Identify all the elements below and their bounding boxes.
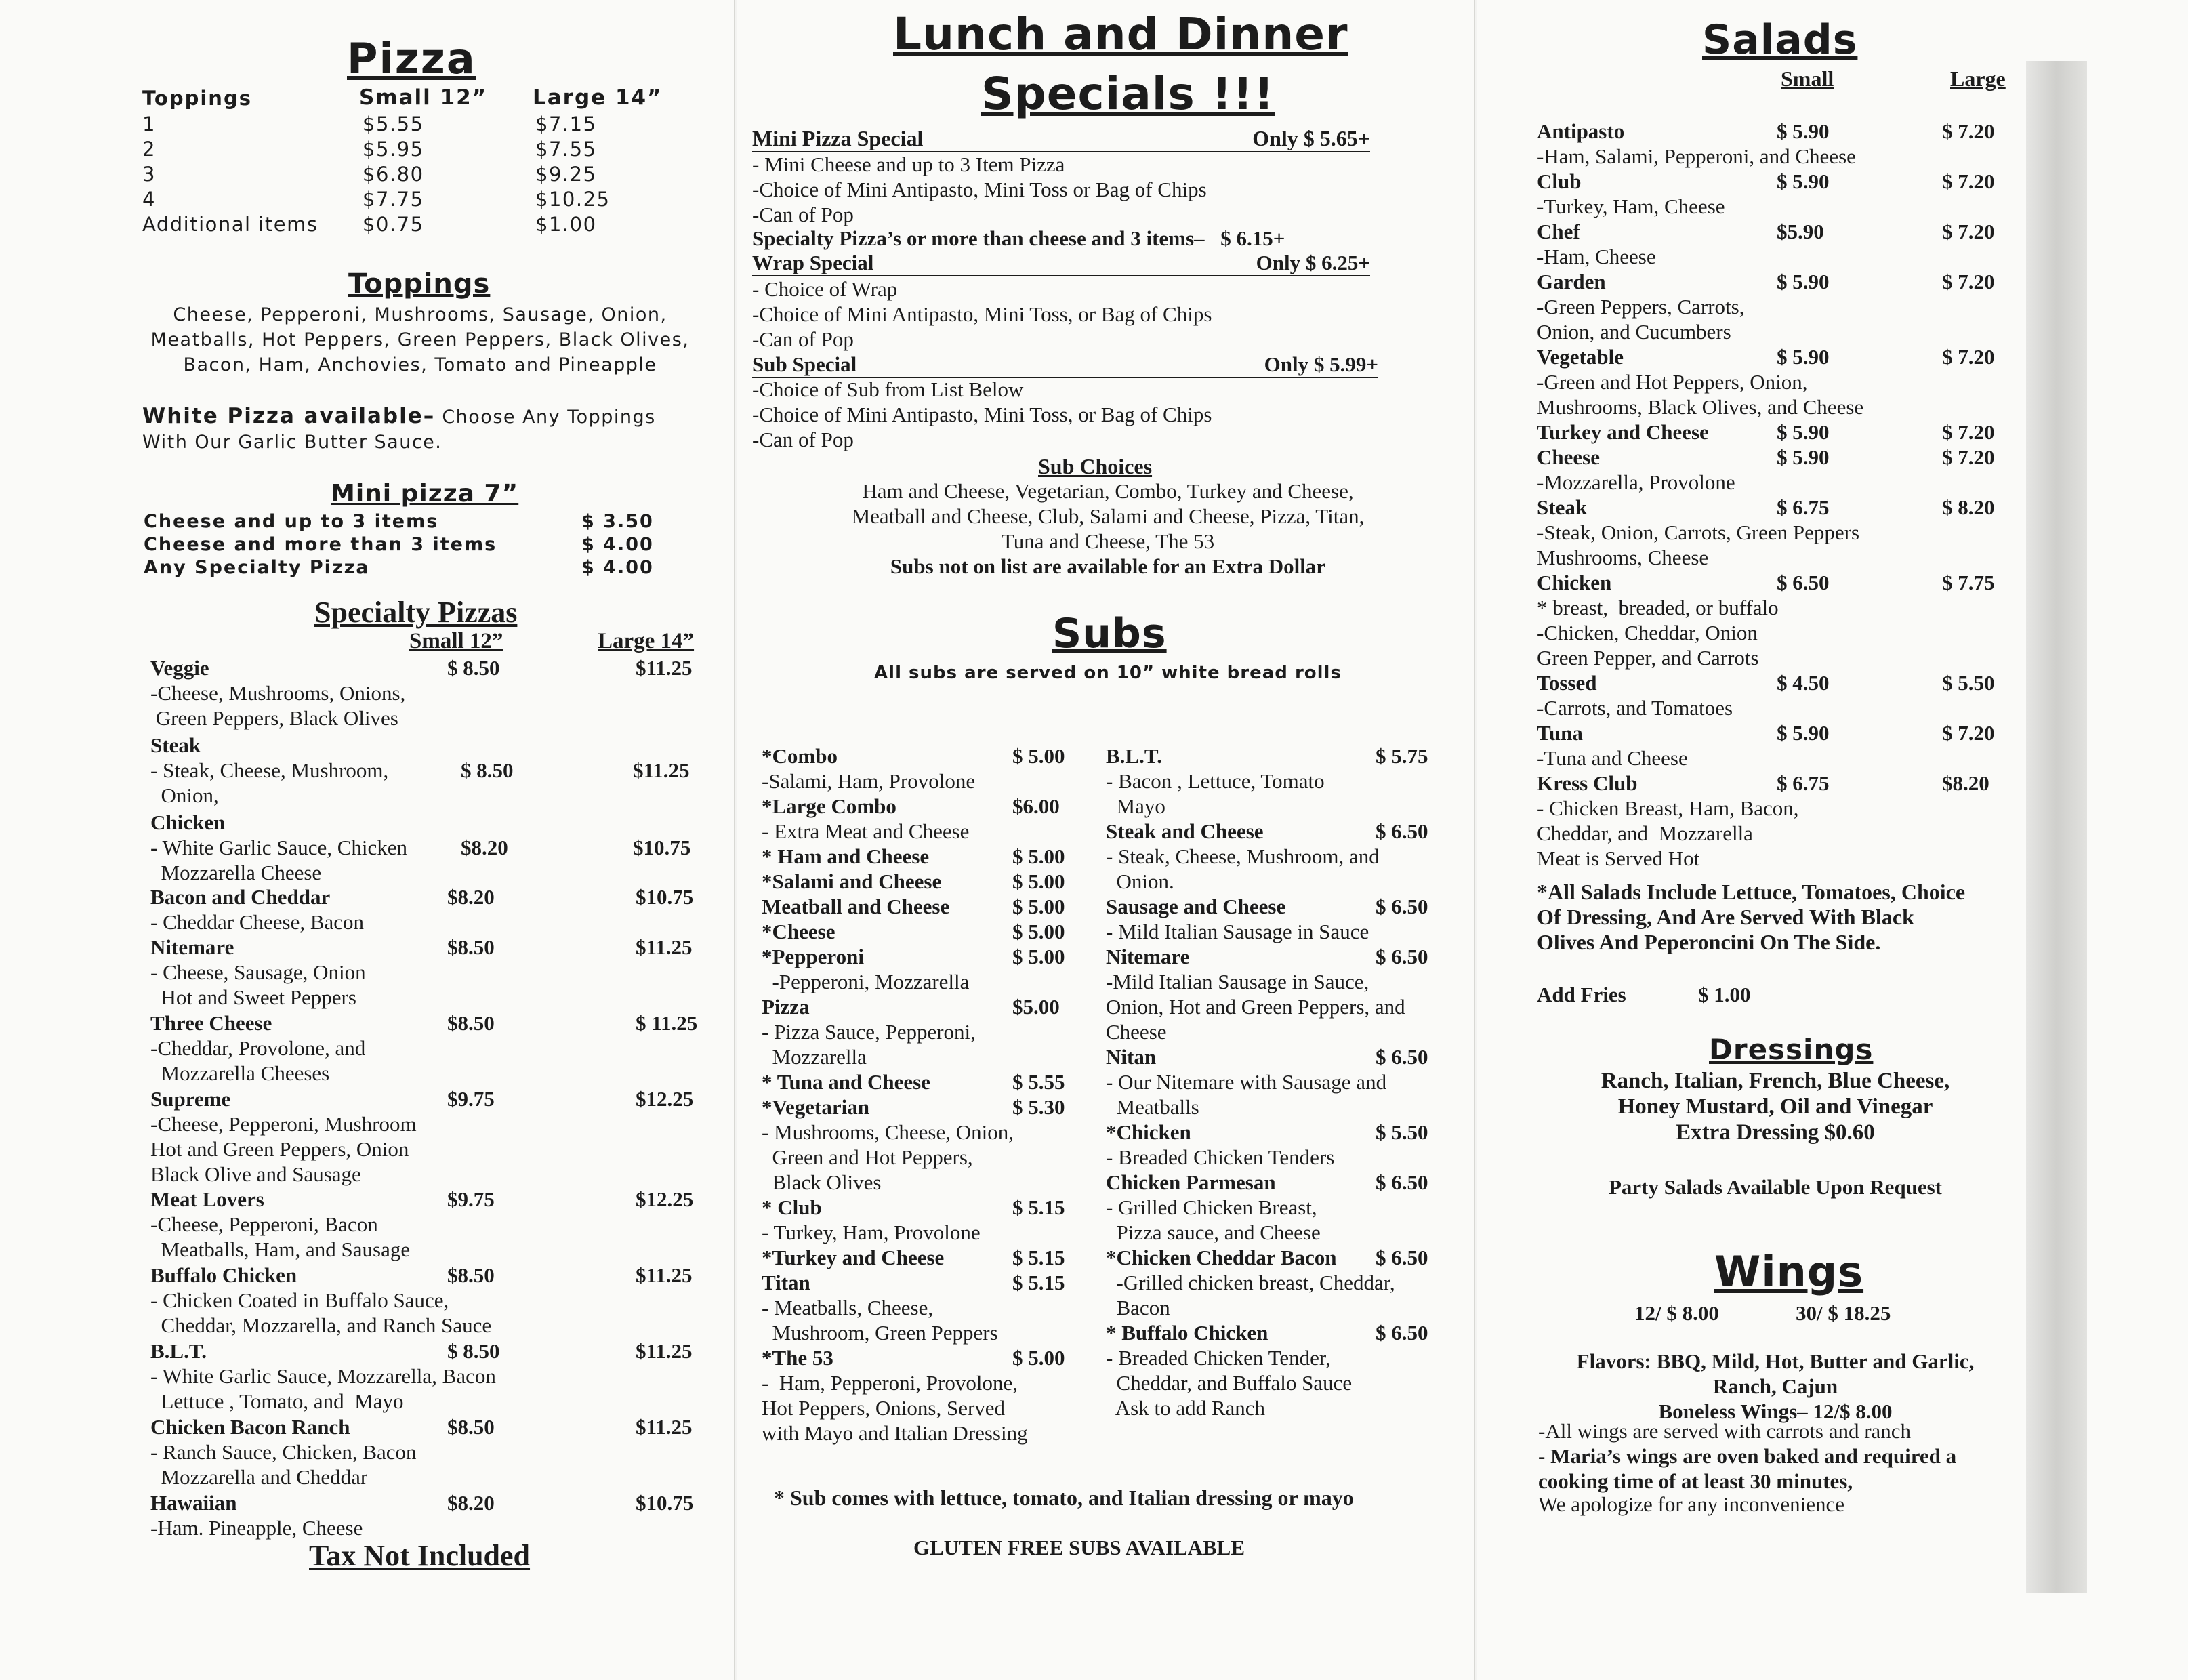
subs-subtitle: All subs are served on 10” white bread rolls [874, 663, 1342, 683]
specialty-item-desc: - Cheese, Sausage, Onion [150, 960, 366, 984]
specialty-item-name: Chicken [150, 811, 226, 834]
specialty-item-desc: Mozzarella Cheeses [150, 1061, 330, 1085]
sub-item-desc: - Turkey, Ham, Provolone [762, 1221, 981, 1244]
specialty-item-name: Bacon and Cheddar [150, 885, 331, 909]
specialty-item-name: Veggie [150, 656, 209, 680]
specialty-item-desc: Green Peppers, Black Olives [150, 706, 398, 730]
salad-item-name: Tossed [1537, 671, 1597, 695]
add-fries-label: Add Fries [1537, 983, 1626, 1006]
special-line: -Can of Pop [752, 203, 854, 226]
salad-item-desc: Meat is Served Hot [1537, 846, 1700, 870]
specialty-item-name: B.L.T. [150, 1339, 207, 1363]
specialty-item-desc: -Cheddar, Provolone, and [150, 1036, 366, 1060]
special-line: -Choice of Mini Antipasto, Mini Toss, or Bag of Chips [752, 302, 1212, 326]
specialty-item-desc: Cheddar, Mozzarella, and Ranch Sauce [150, 1313, 492, 1337]
salad-item-desc: -Green Peppers, Carrots, [1537, 295, 1745, 319]
sub-item-desc: -Pepperoni, Mozzarella [762, 970, 970, 993]
mini-pizza-title: Mini pizza 7” [331, 480, 519, 508]
specialty-item-desc: Mozzarella Cheese [150, 861, 322, 884]
subs-note: * Sub comes with lettuce, tomato, and Italian dressing or mayo [774, 1486, 1354, 1510]
sub-item-name: * Tuna and Cheese [762, 1070, 930, 1094]
pizza-price-cell: 1 [142, 112, 156, 136]
salad-small-price: $ 5.90 [1777, 270, 1830, 293]
sub-special-title: Sub Special [752, 352, 857, 376]
sub-choices-line: Tuna and Cheese, The 53 [1001, 529, 1215, 553]
sub-item-price: $ 5.00 [1012, 844, 1065, 868]
dressings-line: Honey Mustard, Oil and Vinegar [1617, 1094, 1933, 1119]
specialty-small-price: $ 8.50 [447, 656, 500, 680]
specialty-large-price: $10.75 [633, 836, 691, 859]
salad-item-desc: -Mozzarella, Provolone [1537, 470, 1735, 494]
salad-item-desc: * breast, breaded, or buffalo [1537, 596, 1779, 619]
mini-pizza-item: Cheese and more than 3 items [144, 534, 497, 555]
salad-item-desc: - Chicken Breast, Ham, Bacon, [1537, 796, 1799, 820]
sub-choices-line: Meatball and Cheese, Club, Salami and Cheese, Pizza, Titan, [851, 504, 1365, 528]
salad-item-name: Club [1537, 169, 1582, 193]
mini-pizza-price: $ 4.00 [581, 534, 654, 555]
salad-large-price: $ 7.20 [1942, 721, 1995, 745]
sub-item-name: Sausage and Cheese [1106, 895, 1286, 918]
pizza-price-cell: $5.55 [363, 112, 424, 136]
specialty-large-price: $10.75 [636, 885, 694, 909]
wings-apology: We apologize for any inconvenience [1538, 1492, 1844, 1516]
sub-item-desc: Ask to add Ranch [1106, 1396, 1266, 1420]
salads-note-line: Olives And Peperoncini On The Side. [1537, 930, 1881, 954]
pizza-header-small: Small 12” [359, 85, 488, 110]
specialty-small-price: $8.20 [447, 1491, 495, 1515]
party-salads-note: Party Salads Available Upon Request [1608, 1175, 1943, 1199]
specialty-special-text: Specialty Pizza’s or more than cheese and 3 items– [752, 226, 1205, 250]
specialty-large-price: $ 11.25 [636, 1011, 698, 1035]
sub-item-price: $ 5.00 [1012, 869, 1065, 893]
salads-note-line: Of Dressing, And Are Served With Black [1537, 905, 1914, 929]
pizza-price-cell: $7.15 [535, 112, 597, 136]
pizza-price-cell: 4 [142, 188, 156, 211]
sub-item-desc: Cheese [1106, 1020, 1167, 1044]
salad-small-price: $ 5.90 [1777, 345, 1830, 369]
sub-item-name: *Chicken Cheddar Bacon [1106, 1246, 1337, 1269]
specialty-large-price: $12.25 [636, 1087, 694, 1111]
pizza-price-cell: Additional items [142, 213, 318, 236]
salad-item-desc: -Turkey, Ham, Cheese [1537, 194, 1725, 218]
specialty-item-desc: Hot and Sweet Peppers [150, 985, 356, 1009]
add-fries-price: $ 1.00 [1698, 983, 1751, 1006]
mini-pizza-price: $ 4.00 [581, 557, 654, 578]
sub-choices-line: Ham and Cheese, Vegetarian, Combo, Turkey and Cheese, [862, 479, 1354, 503]
sub-special-price: Only $ 5.99+ [1264, 352, 1378, 376]
sub-item-desc: Mushroom, Green Peppers [762, 1321, 998, 1345]
sub-item-price: $5.00 [1012, 995, 1060, 1019]
specialty-large-header: Large 14” [598, 629, 695, 653]
salad-large-price: $ 7.20 [1942, 445, 1995, 469]
specialty-large-price: $11.25 [633, 758, 690, 782]
salad-small-price: $ 6.75 [1777, 771, 1830, 795]
salad-item-name: Garden [1537, 270, 1606, 293]
mini-pizza-price: $ 3.50 [581, 511, 654, 532]
sub-item-desc: Hot Peppers, Onions, Served [762, 1396, 1006, 1420]
wrap-special-price: Only $ 6.25+ [1256, 251, 1370, 274]
salad-item-desc: -Carrots, and Tomatoes [1537, 696, 1733, 720]
salad-item-desc: -Steak, Onion, Carrots, Green Peppers [1537, 520, 1860, 544]
salad-item-desc: Onion, and Cucumbers [1537, 320, 1731, 344]
dressings-line: Extra Dressing $0.60 [1676, 1120, 1875, 1145]
sub-item-desc: Meatballs [1106, 1095, 1199, 1119]
sub-choices-note: Subs not on list are available for an Extra Dollar [890, 554, 1326, 578]
mini-pizza-item: Any Specialty Pizza [144, 557, 370, 578]
wings-flavor-line: Ranch, Cajun [1712, 1374, 1838, 1398]
sub-item-desc: - Meatballs, Cheese, [762, 1296, 934, 1319]
specialty-small-price: $8.20 [461, 836, 508, 859]
pizza-price-cell: $5.95 [363, 138, 424, 161]
specialty-title: Specialty Pizzas [314, 596, 518, 629]
specialty-item-desc: Mozzarella and Cheddar [150, 1465, 368, 1489]
mini-special-title: Mini Pizza Special [752, 126, 924, 150]
specialty-special-price: $ 6.15+ [1220, 226, 1285, 250]
wings-price-12: 12/ $ 8.00 [1634, 1301, 1719, 1325]
sub-item-name: Nitemare [1106, 945, 1190, 968]
sub-item-name: B.L.T. [1106, 744, 1162, 768]
specialty-small-header: Small 12” [409, 629, 503, 653]
pizza-price-cell: 2 [142, 138, 156, 161]
sub-item-price: $ 5.00 [1012, 1346, 1065, 1370]
specialty-item-desc: -Cheese, Mushrooms, Onions, [150, 681, 406, 705]
white-pizza-label: White Pizza available– [142, 404, 436, 428]
sub-item-name: *Chicken [1106, 1120, 1191, 1144]
salad-item-desc: Mushrooms, Cheese [1537, 546, 1709, 569]
sub-item-price: $ 6.50 [1376, 1045, 1428, 1069]
salad-item-name: Vegetable [1537, 345, 1624, 369]
mini-special-price: Only $ 5.65+ [1252, 126, 1370, 150]
salad-large-price: $ 7.20 [1942, 420, 1995, 444]
white-pizza-text: Choose Any Toppings [435, 407, 656, 428]
specialty-item-desc: - Chicken Coated in Buffalo Sauce, [150, 1288, 449, 1312]
pizza-price-cell: $7.55 [535, 138, 597, 161]
sub-item-desc: with Mayo and Italian Dressing [762, 1421, 1028, 1445]
salad-large-price: $ 7.20 [1942, 220, 1995, 243]
sub-special-lines [752, 377, 1212, 452]
sub-item-desc: - Pizza Sauce, Pepperoni, [762, 1020, 976, 1044]
sub-item-desc: Onion. [1106, 869, 1174, 893]
sub-item-price: $ 5.00 [1012, 920, 1065, 943]
sub-item-desc: Mayo [1106, 794, 1165, 818]
salad-small-price: $ 4.50 [1777, 671, 1830, 695]
special-line: - Mini Cheese and up to 3 Item Pizza [752, 152, 1065, 176]
pizza-price-cell: $7.75 [363, 188, 424, 211]
sub-item-price: $ 5.75 [1376, 744, 1428, 768]
specialty-item-desc: Meatballs, Ham, and Sausage [150, 1237, 411, 1261]
sub-item-desc: - Ham, Pepperoni, Provolone, [762, 1371, 1018, 1395]
sub-item-price: $ 6.50 [1376, 1321, 1428, 1345]
gluten-free-note: GLUTEN FREE SUBS AVAILABLE [913, 1536, 1245, 1559]
sub-item-price: $ 5.00 [1012, 744, 1065, 768]
pizza-header-large: Large 14” [533, 85, 663, 110]
specialty-item-desc: -Cheese, Pepperoni, Bacon [150, 1212, 378, 1236]
sub-item-name: *Vegetarian [762, 1095, 869, 1119]
salads-small-header: Small [1781, 66, 1834, 91]
specialty-item-desc: Hot and Green Peppers, Onion [150, 1137, 409, 1161]
wings-flavors [1504, 1349, 2046, 1424]
salad-large-price: $ 7.20 [1942, 169, 1995, 193]
specialty-pizza-special [752, 226, 1285, 251]
specialty-item-name: Nitemare [150, 935, 234, 959]
special-line: -Choice of Mini Antipasto, Mini Toss, or Bag of Chips [752, 403, 1212, 426]
sub-item-name: Pizza [762, 995, 810, 1019]
special-line: -Can of Pop [752, 428, 854, 451]
specialty-item-name: Supreme [150, 1087, 231, 1111]
sub-item-price: $ 5.30 [1012, 1095, 1065, 1119]
sub-item-name: Nitan [1106, 1045, 1157, 1069]
pizza-title: Pizza [347, 34, 476, 83]
salad-item-name: Chicken [1537, 571, 1612, 594]
sub-item-name: *Combo [762, 744, 838, 768]
sub-item-price: $ 5.00 [1012, 895, 1065, 918]
dressings-line: Ranch, Italian, French, Blue Cheese, [1601, 1069, 1950, 1093]
sub-item-price: $ 5.00 [1012, 945, 1065, 968]
specialty-small-price: $8.50 [447, 1011, 495, 1035]
dressings-title: Dressings [1709, 1033, 1874, 1066]
salad-item-desc: -Chicken, Cheddar, Onion [1537, 621, 1758, 644]
salads-note [1537, 880, 1965, 955]
specialty-large-price: $11.25 [636, 1415, 693, 1439]
pizza-price-cell: 3 [142, 163, 156, 186]
salad-large-price: $ 7.20 [1942, 119, 1995, 143]
sub-item-price: $ 5.15 [1012, 1271, 1065, 1294]
specialty-item-desc: - Ranch Sauce, Chicken, Bacon [150, 1440, 417, 1464]
sub-item-desc: Bacon [1106, 1296, 1170, 1319]
pizza-price-cell: $0.75 [363, 213, 424, 236]
wings-flavor-line: Flavors: BBQ, Mild, Hot, Butter and Garlic, [1576, 1349, 1975, 1373]
sub-item-price: $ 6.50 [1376, 819, 1428, 843]
wrap-special-title: Wrap Special [752, 251, 874, 274]
sub-item-price: $ 6.50 [1376, 1170, 1428, 1194]
specialty-small-price: $8.50 [447, 935, 495, 959]
sub-item-desc: Cheddar, and Buffalo Sauce [1106, 1371, 1353, 1395]
sub-item-desc: - Grilled Chicken Breast, [1106, 1195, 1317, 1219]
pizza-price-cell: $9.25 [535, 163, 597, 186]
salad-large-price: $8.20 [1942, 771, 1989, 795]
sub-item-price: $6.00 [1012, 794, 1060, 818]
sub-item-desc: Mozzarella [762, 1045, 867, 1069]
salad-item-desc: -Ham, Cheese [1537, 245, 1656, 268]
specials-title-line1: Lunch and Dinner [893, 8, 1348, 60]
salad-large-price: $ 7.20 [1942, 270, 1995, 293]
sub-item-desc: - Steak, Cheese, Mushroom, and [1106, 844, 1380, 868]
salad-small-price: $ 5.90 [1777, 119, 1830, 143]
specialty-item-name: Meat Lovers [150, 1187, 264, 1211]
sub-item-desc: - Bacon , Lettuce, Tomato [1106, 769, 1325, 793]
salad-item-name: Tuna [1537, 721, 1583, 745]
salad-small-price: $ 6.75 [1777, 495, 1830, 519]
white-pizza-note [142, 404, 656, 428]
specialty-item-name: Buffalo Chicken [150, 1263, 297, 1287]
wings-bake-line: cooking time of at least 30 minutes, [1538, 1469, 1853, 1493]
salads-note-line: *All Salads Include Lettuce, Tomatoes, Choice [1537, 880, 1966, 904]
sub-item-name: *Turkey and Cheese [762, 1246, 945, 1269]
specialty-item-name: Steak [150, 733, 201, 757]
salad-item-name: Steak [1537, 495, 1588, 519]
sub-item-desc: -Grilled chicken breast, Cheddar, [1106, 1271, 1395, 1294]
toppings-line: Meatballs, Hot Peppers, Green Peppers, Black Olives, [150, 329, 690, 350]
specialty-small-price: $9.75 [447, 1187, 495, 1211]
sub-item-desc: Black Olives [762, 1170, 882, 1194]
sub-item-desc: - Our Nitemare with Sausage and [1106, 1070, 1387, 1094]
special-line: - Choice of Wrap [752, 277, 898, 301]
special-line: -Can of Pop [752, 327, 854, 351]
sub-item-name: *The 53 [762, 1346, 833, 1370]
sub-item-desc: -Mild Italian Sausage in Sauce, [1106, 970, 1369, 993]
specialty-item-desc: -Cheese, Pepperoni, Mushroom [150, 1112, 417, 1136]
salad-item-name: Turkey and Cheese [1537, 420, 1709, 444]
salad-item-desc: Cheddar, and Mozzarella [1537, 821, 1753, 845]
sub-item-price: $ 5.55 [1012, 1070, 1065, 1094]
sub-item-name: *Pepperoni [762, 945, 864, 968]
sub-choices-list [745, 478, 1470, 554]
toppings-line: Cheese, Pepperoni, Mushrooms, Sausage, Onion, [173, 304, 667, 325]
wings-title: Wings [1714, 1247, 1864, 1296]
mini-special-header [752, 126, 1370, 152]
specialty-item-name: Hawaiian [150, 1491, 237, 1515]
salad-small-price: $ 5.90 [1777, 445, 1830, 469]
wings-bake-line: - Maria’s wings are oven baked and required a [1538, 1444, 1957, 1468]
specialty-large-price: $11.25 [636, 656, 693, 680]
specialty-item-desc: Lettuce , Tomato, and Mayo [150, 1389, 404, 1413]
sub-special-header [752, 352, 1378, 378]
sub-item-name: Titan [762, 1271, 810, 1294]
salad-small-price: $ 5.90 [1777, 420, 1830, 444]
sub-item-desc: - Mushrooms, Cheese, Onion, [762, 1120, 1014, 1144]
specialty-item-desc: -Ham. Pineapple, Cheese [150, 1516, 363, 1540]
sub-item-name: * Club [762, 1195, 822, 1219]
toppings-title: Toppings [348, 268, 491, 300]
sub-item-name: Chicken Parmesan [1106, 1170, 1276, 1194]
salad-item-desc: Green Pepper, and Carrots [1537, 646, 1759, 670]
specialty-small-price: $8.50 [447, 1415, 495, 1439]
sub-item-price: $ 5.15 [1012, 1195, 1065, 1219]
pizza-price-cell: $6.80 [363, 163, 424, 186]
tax-note: Tax Not Included [309, 1539, 531, 1572]
mini-pizza-item: Cheese and up to 3 items [144, 511, 439, 532]
specialty-small-price: $ 8.50 [447, 1339, 500, 1363]
sub-item-desc: Green and Hot Peppers, [762, 1145, 973, 1169]
sub-item-desc: - Extra Meat and Cheese [762, 819, 970, 843]
salad-item-desc: Mushrooms, Black Olives, and Cheese [1537, 395, 1864, 419]
specialty-item-desc: - White Garlic Sauce, Chicken [150, 836, 408, 859]
pizza-price-cell: $1.00 [535, 213, 597, 236]
salad-large-price: $ 8.20 [1942, 495, 1995, 519]
specialty-item-desc: Black Olive and Sausage [150, 1162, 361, 1186]
sub-item-name: Meatball and Cheese [762, 895, 950, 918]
salad-item-desc: -Green and Hot Peppers, Onion, [1537, 370, 1808, 394]
pizza-header-toppings: Toppings [142, 87, 252, 110]
specialty-small-price: $9.75 [447, 1087, 495, 1111]
special-line: -Choice of Sub from List Below [752, 377, 1024, 401]
specialty-item-desc: - Cheddar Cheese, Bacon [150, 910, 365, 934]
wings-note: -All wings are served with carrots and ranch [1538, 1419, 1912, 1443]
sub-item-name: *Cheese [762, 920, 835, 943]
specialty-item-name: Chicken Bacon Ranch [150, 1415, 350, 1439]
wings-flavor-line: Boneless Wings– 12/$ 8.00 [1658, 1399, 1893, 1423]
salad-item-name: Antipasto [1537, 119, 1625, 143]
wings-price-30: 30/ $ 18.25 [1796, 1301, 1891, 1325]
white-pizza-line2: With Our Garlic Butter Sauce. [142, 432, 442, 453]
specials-title-line2: Specials !!! [981, 68, 1275, 120]
specialty-large-price: $10.75 [636, 1491, 694, 1515]
special-line: -Choice of Mini Antipasto, Mini Toss or Bag of Chips [752, 178, 1207, 201]
sub-item-desc: - Breaded Chicken Tender, [1106, 1346, 1331, 1370]
sub-item-desc: - Mild Italian Sausage in Sauce [1106, 920, 1369, 943]
specialty-large-price: $12.25 [636, 1187, 694, 1211]
wings-bake-note [1538, 1443, 1956, 1494]
salad-small-price: $ 5.90 [1777, 169, 1830, 193]
sub-item-price: $ 6.50 [1376, 945, 1428, 968]
specialty-large-price: $11.25 [636, 935, 693, 959]
sub-item-price: $ 6.50 [1376, 1246, 1428, 1269]
salad-item-name: Chef [1537, 220, 1580, 243]
toppings-list [102, 302, 739, 377]
salad-item-name: Kress Club [1537, 771, 1638, 795]
salads-title: Salads [1702, 16, 1858, 64]
specialty-item-desc: - Steak, Cheese, Mushroom, [150, 758, 389, 782]
salad-large-price: $ 5.50 [1942, 671, 1995, 695]
specialty-item-desc: - White Garlic Sauce, Mozzarella, Bacon [150, 1364, 496, 1388]
sub-item-name: * Ham and Cheese [762, 844, 930, 868]
salads-large-header: Large [1950, 66, 2006, 91]
sub-item-price: $ 5.50 [1376, 1120, 1428, 1144]
salad-item-desc: -Tuna and Cheese [1537, 746, 1688, 770]
specialty-item-name: Three Cheese [150, 1011, 272, 1035]
sub-item-desc: -Salami, Ham, Provolone [762, 769, 976, 793]
mini-special-lines [752, 152, 1207, 227]
sub-item-name: Steak and Cheese [1106, 819, 1264, 843]
salad-large-price: $ 7.75 [1942, 571, 1995, 594]
wrap-special-lines [752, 276, 1212, 352]
subs-title: Subs [1052, 610, 1167, 657]
specialty-small-price: $ 8.50 [461, 758, 514, 782]
salad-small-price: $ 5.90 [1777, 721, 1830, 745]
sub-item-desc: - Breaded Chicken Tenders [1106, 1145, 1335, 1169]
salad-item-name: Cheese [1537, 445, 1600, 469]
salad-small-price: $5.90 [1777, 220, 1824, 243]
specialty-item-desc: Onion, [150, 783, 219, 807]
dressings-list [1504, 1068, 2046, 1145]
toppings-line: Bacon, Ham, Anchovies, Tomato and Pineapple [183, 354, 657, 375]
salad-item-desc: -Ham, Salami, Pepperoni, and Cheese [1537, 144, 1856, 168]
specialty-small-price: $8.50 [447, 1263, 495, 1287]
pizza-price-cell: $10.25 [535, 188, 611, 211]
salad-small-price: $ 6.50 [1777, 571, 1830, 594]
sub-choices-title: Sub Choices [1038, 454, 1153, 478]
specialty-small-price: $8.20 [447, 885, 495, 909]
salad-large-price: $ 7.20 [1942, 345, 1995, 369]
specialty-large-price: $11.25 [636, 1339, 693, 1363]
sub-item-desc: Pizza sauce, and Cheese [1106, 1221, 1321, 1244]
sub-item-name: *Salami and Cheese [762, 869, 942, 893]
sub-item-desc: Onion, Hot and Green Peppers, and [1106, 995, 1405, 1019]
wrap-special-header [752, 251, 1370, 276]
sub-item-price: $ 5.15 [1012, 1246, 1065, 1269]
specialty-large-price: $11.25 [636, 1263, 693, 1287]
sub-item-price: $ 6.50 [1376, 895, 1428, 918]
sub-item-name: * Buffalo Chicken [1106, 1321, 1268, 1345]
sub-item-name: *Large Combo [762, 794, 896, 818]
